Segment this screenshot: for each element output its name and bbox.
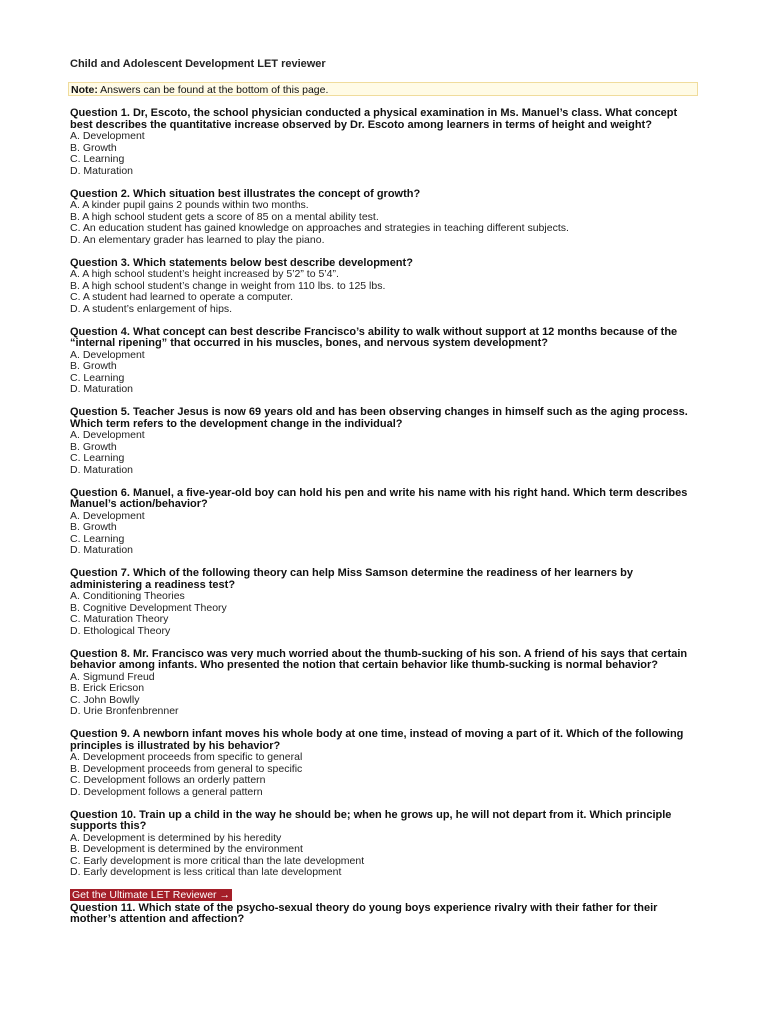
- option-a: A. Development: [70, 130, 145, 142]
- note-label: Note:: [71, 84, 98, 96]
- option-d: D. Maturation: [70, 463, 134, 476]
- option-list: [70, 752, 698, 798]
- option-d: D. Maturation: [70, 544, 134, 556]
- option-b: B. A high school student gets a score of 85 on a mental ability test.: [70, 210, 379, 223]
- option-a: A. Development is determined by his heredity: [70, 831, 282, 844]
- option-c: C. A student had learned to operate a computer.: [70, 291, 293, 303]
- option-b: B. Growth: [70, 440, 117, 453]
- option-d: D. Development follows a general pattern: [70, 785, 263, 798]
- question-text: Question 2. Which situation best illustrates the concept of growth?: [70, 187, 421, 200]
- option-b: B. A high school student’s change in weight from 110 lbs. to 125 lbs.: [70, 279, 386, 292]
- note-text: Answers can be found at the bottom of this page.: [97, 84, 329, 96]
- question-2: [70, 189, 698, 247]
- question-11: [70, 903, 698, 926]
- option-b: B. Development is determined by the environment: [70, 843, 303, 855]
- option-a: A. Development: [70, 429, 145, 441]
- question-text: Question 4. What concept can best describe Francisco’s ability to walk without support at 12 months because of the “internal ripening” that occurred in his muscles, bones, and nervous system development?: [70, 325, 678, 349]
- option-a: A. Conditioning Theories: [70, 590, 185, 602]
- option-c: C. Learning: [70, 371, 125, 384]
- option-list: [70, 430, 698, 476]
- option-d: D. An elementary grader has learned to play the piano.: [70, 233, 325, 246]
- question-text: Question 10. Train up a child in the way he should be; when he grows up, he will not depart from it. Which principle supports this?: [70, 808, 672, 832]
- option-d: D. Maturation: [70, 164, 134, 177]
- page-title: Child and Adolescent Development LET reviewer: [70, 58, 326, 70]
- question-text: Question 6. Manuel, a five-year-old boy can hold his pen and write his name with his right hand. Which term describes Manuel’s action/behavior?: [70, 486, 688, 510]
- option-a: A. A kinder pupil gains 2 pounds within two months.: [70, 199, 309, 211]
- question-text: Question 1. Dr, Escoto, the school physician conducted a physical examination in Ms. Manuel’s class. What concept best describes the quantitative increase observed by Dr. Escoto among learners in terms of height and weight?: [70, 107, 678, 131]
- option-c: C. Learning: [70, 153, 125, 165]
- question-7: [70, 568, 698, 637]
- option-list: [70, 350, 698, 396]
- option-b: B. Erick Ericson: [70, 682, 145, 694]
- option-c: C. Development follows an orderly pattern: [70, 774, 266, 786]
- promo-link[interactable]: Get the Ultimate LET Reviewer →: [72, 888, 230, 901]
- question-text: Question 5. Teacher Jesus is now 69 years old and has been observing changes in himself such as the aging process. Which term refers to the development change in the individual?: [70, 406, 688, 430]
- option-c: C. An education student has gained knowledge on approaches and strategies in teaching different subjects.: [70, 222, 569, 234]
- option-a: A. Development: [70, 509, 145, 522]
- question-10: [70, 810, 698, 879]
- option-d: D. A student’s enlargement of hips.: [70, 302, 233, 315]
- option-list: [70, 591, 698, 637]
- note-box: [68, 82, 698, 96]
- option-d: D. Maturation: [70, 383, 134, 395]
- question-6: [70, 488, 698, 557]
- option-b: B. Growth: [70, 360, 117, 372]
- option-b: B. Growth: [70, 141, 117, 154]
- option-b: B. Development proceeds from general to specific: [70, 762, 303, 775]
- option-a: A. A high school student’s height increased by 5’2” to 5’4”.: [70, 268, 339, 280]
- question-9: [70, 729, 698, 798]
- option-list: [70, 833, 698, 879]
- option-list: [70, 672, 698, 718]
- option-c: C. Early development is more critical than the late development: [70, 854, 365, 867]
- question-text: Question 3. Which statements below best describe development?: [70, 256, 413, 269]
- question-8: [70, 649, 698, 718]
- question-text: Question 9. A newborn infant moves his whole body at one time, instead of moving a part of it. Which of the following principles is illustrated by his behavior?: [70, 728, 684, 752]
- question-1: [70, 108, 698, 177]
- option-a: A. Development: [70, 348, 145, 361]
- question-text: Question 11. Which state of the psycho-sexual theory do young boys experience rivalry with their father for their mother’s attention and affection?: [70, 901, 658, 925]
- option-list: [70, 269, 698, 315]
- question-text: Question 8. Mr. Francisco was very much worried about the thumb-sucking of his son. A friend of his says that certain behavior among infants. Who presented the notion that certain behavior like thumb-sucking is normal behavior?: [70, 647, 688, 671]
- option-list: [70, 200, 698, 246]
- option-a: A. Sigmund Freud: [70, 670, 155, 683]
- question-text: Question 7. Which of the following theory can help Miss Samson determine the readiness of her learners by administering a readiness test?: [70, 567, 633, 591]
- question-4: [70, 327, 698, 396]
- option-c: C. Maturation Theory: [70, 613, 169, 625]
- option-d: D. Ethological Theory: [70, 624, 171, 637]
- option-list: [70, 131, 698, 177]
- option-d: D. Early development is less critical than late development: [70, 866, 342, 878]
- question-3: [70, 258, 698, 316]
- option-c: C. Learning: [70, 452, 125, 464]
- question-5: [70, 407, 698, 476]
- option-a: A. Development proceeds from specific to general: [70, 751, 303, 763]
- option-b: B. Growth: [70, 521, 117, 533]
- option-list: [70, 511, 698, 557]
- question-list: [70, 108, 698, 937]
- option-c: C. John Bowlly: [70, 693, 140, 706]
- option-c: C. Learning: [70, 532, 125, 545]
- option-b: B. Cognitive Development Theory: [70, 601, 227, 614]
- option-d: D. Urie Bronfenbrenner: [70, 705, 179, 717]
